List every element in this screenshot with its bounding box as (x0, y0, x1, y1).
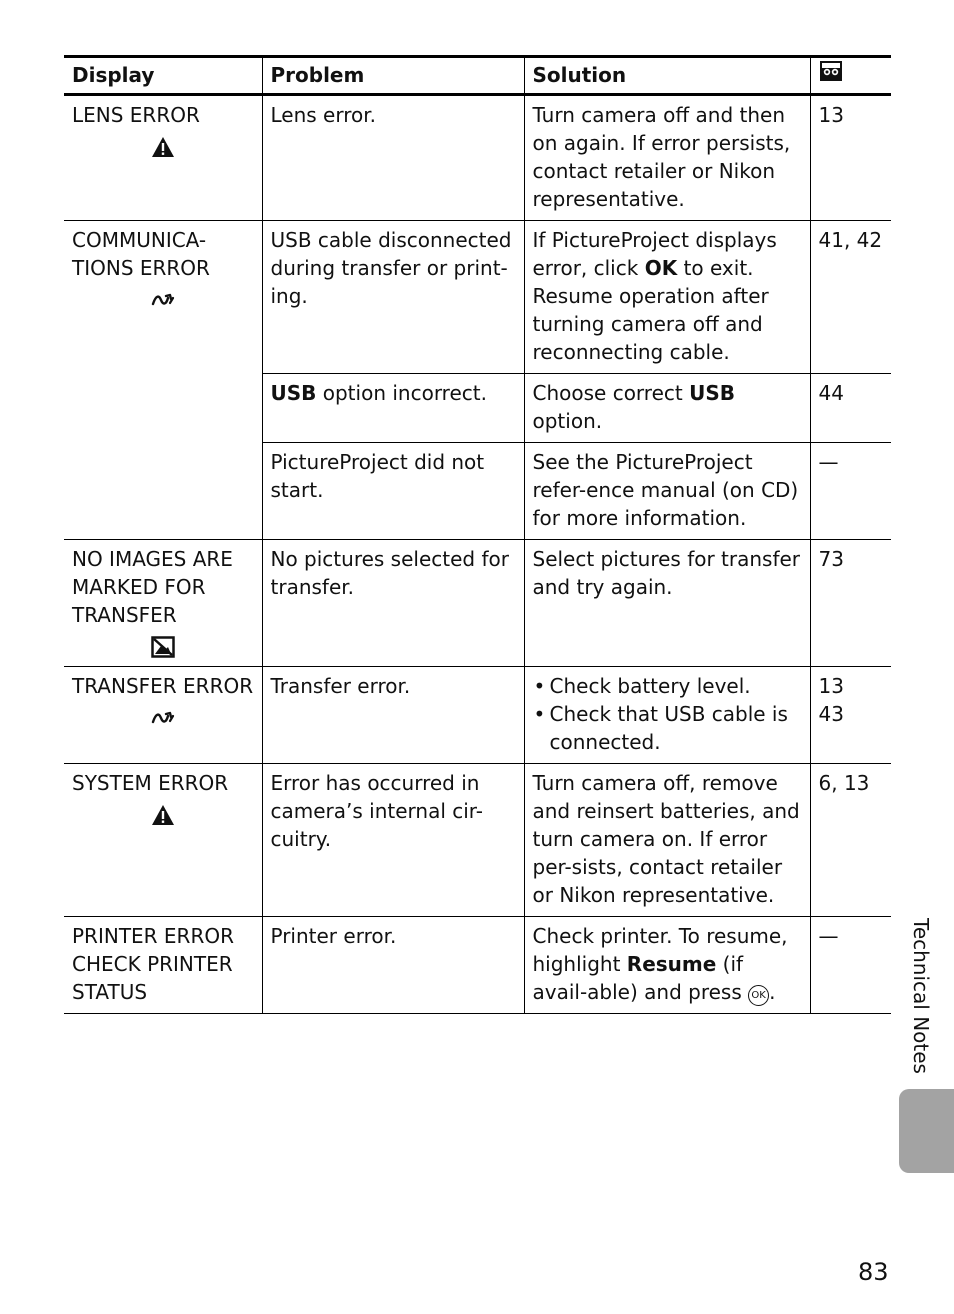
display-text: CHECK PRINTER (72, 952, 233, 976)
solution-cell: Turn camera off, remove and reinsert batteries, and turn camera on. If error per-sists, contact retailer or Nikon representative. (524, 764, 810, 917)
problem-cell: Lens error. (262, 95, 524, 221)
solution-text: . (769, 980, 776, 1004)
page-ref: 43 (818, 702, 844, 726)
solution-list (533, 672, 802, 756)
page-cell: — (810, 917, 891, 1014)
header-solution: Solution (524, 57, 810, 95)
page-cell: — (810, 443, 891, 540)
page-ref: 13 (818, 674, 844, 698)
table-row (64, 667, 891, 764)
display-text: MARKED FOR (72, 575, 206, 599)
header-problem: Problem (262, 57, 524, 95)
connection-icon (72, 284, 254, 312)
solution-cell (524, 667, 810, 764)
table-row (64, 764, 891, 917)
header-display: Display (64, 57, 262, 95)
list-item: • Check that USB cable is connected. (533, 700, 802, 756)
solution-cell (524, 917, 810, 1014)
display-text: STATUS (72, 980, 148, 1004)
problem-cell: Transfer error. (262, 667, 524, 764)
display-text: NO IMAGES ARE (72, 547, 233, 571)
ok-button-icon: OK (748, 985, 769, 1006)
page-cell: 13 (810, 95, 891, 221)
section-label: Technical Notes (909, 918, 933, 1074)
problem-cell: USB cable disconnected during transfer or print-ing. (262, 221, 524, 374)
ok-label: OK (644, 256, 678, 280)
page-cell (810, 667, 891, 764)
connection-icon (72, 702, 254, 730)
display-text: PRINTER ERROR (72, 924, 234, 948)
problem-cell (262, 374, 524, 443)
usb-label: USB (270, 381, 317, 405)
solution-text: (if avail-able) and press (532, 952, 749, 1004)
solution-text: If PictureProject displays error, click (532, 228, 777, 280)
display-cell (64, 764, 262, 917)
resume-label: Resume (626, 952, 717, 976)
table-row (64, 917, 891, 1014)
problem-text: option incorrect. (316, 381, 487, 405)
solution-text: option. (532, 409, 603, 433)
warning-icon (72, 131, 254, 159)
reference-page-icon (819, 63, 843, 87)
solution-cell: See the PictureProject refer-ence manual (on CD) for more information. (524, 443, 810, 540)
solution-cell: Turn camera off and then on again. If error persists, contact retailer or Nikon representative. (524, 95, 810, 221)
display-text: TRANSFER (72, 603, 177, 627)
display-cell (64, 540, 262, 667)
table-header-row (64, 57, 891, 95)
warning-icon (72, 799, 254, 827)
problem-cell: Printer error. (262, 917, 524, 1014)
solution-cell (524, 374, 810, 443)
table-row (64, 221, 891, 374)
display-text: SYSTEM ERROR (72, 771, 229, 795)
table-row (64, 540, 891, 667)
display-text: LENS ERROR (72, 103, 200, 127)
display-text: TRANSFER ERROR (72, 674, 254, 698)
solution-text: Choose correct (532, 381, 690, 405)
solution-text: to exit. Resume operation after turning camera off and reconnecting cable. (532, 256, 769, 364)
page-cell: 41, 42 (810, 221, 891, 374)
page-cell: 6, 13 (810, 764, 891, 917)
problem-cell: PictureProject did not start. (262, 443, 524, 540)
display-cell (64, 95, 262, 221)
display-text: TIONS ERROR (72, 256, 210, 280)
header-page (810, 57, 891, 95)
problem-cell: Error has occurred in camera’s internal cir-cuitry. (262, 764, 524, 917)
no-images-icon (72, 631, 254, 659)
table-row (64, 95, 891, 221)
page-cell: 44 (810, 374, 891, 443)
display-cell (64, 221, 262, 540)
page-number: 83 (858, 1258, 889, 1286)
solution-text: Check printer. To resume, highlight (532, 924, 788, 976)
display-text: COMMUNICA- (72, 228, 207, 252)
display-cell (64, 917, 262, 1014)
usb-label: USB (689, 381, 735, 405)
solution-cell (524, 221, 810, 374)
error-messages-table (64, 55, 891, 1014)
section-tab (899, 1089, 954, 1173)
solution-cell: Select pictures for transfer and try again. (524, 540, 810, 667)
page-cell: 73 (810, 540, 891, 667)
display-cell (64, 667, 262, 764)
list-item: • Check battery level. (533, 672, 802, 700)
problem-cell: No pictures selected for transfer. (262, 540, 524, 667)
